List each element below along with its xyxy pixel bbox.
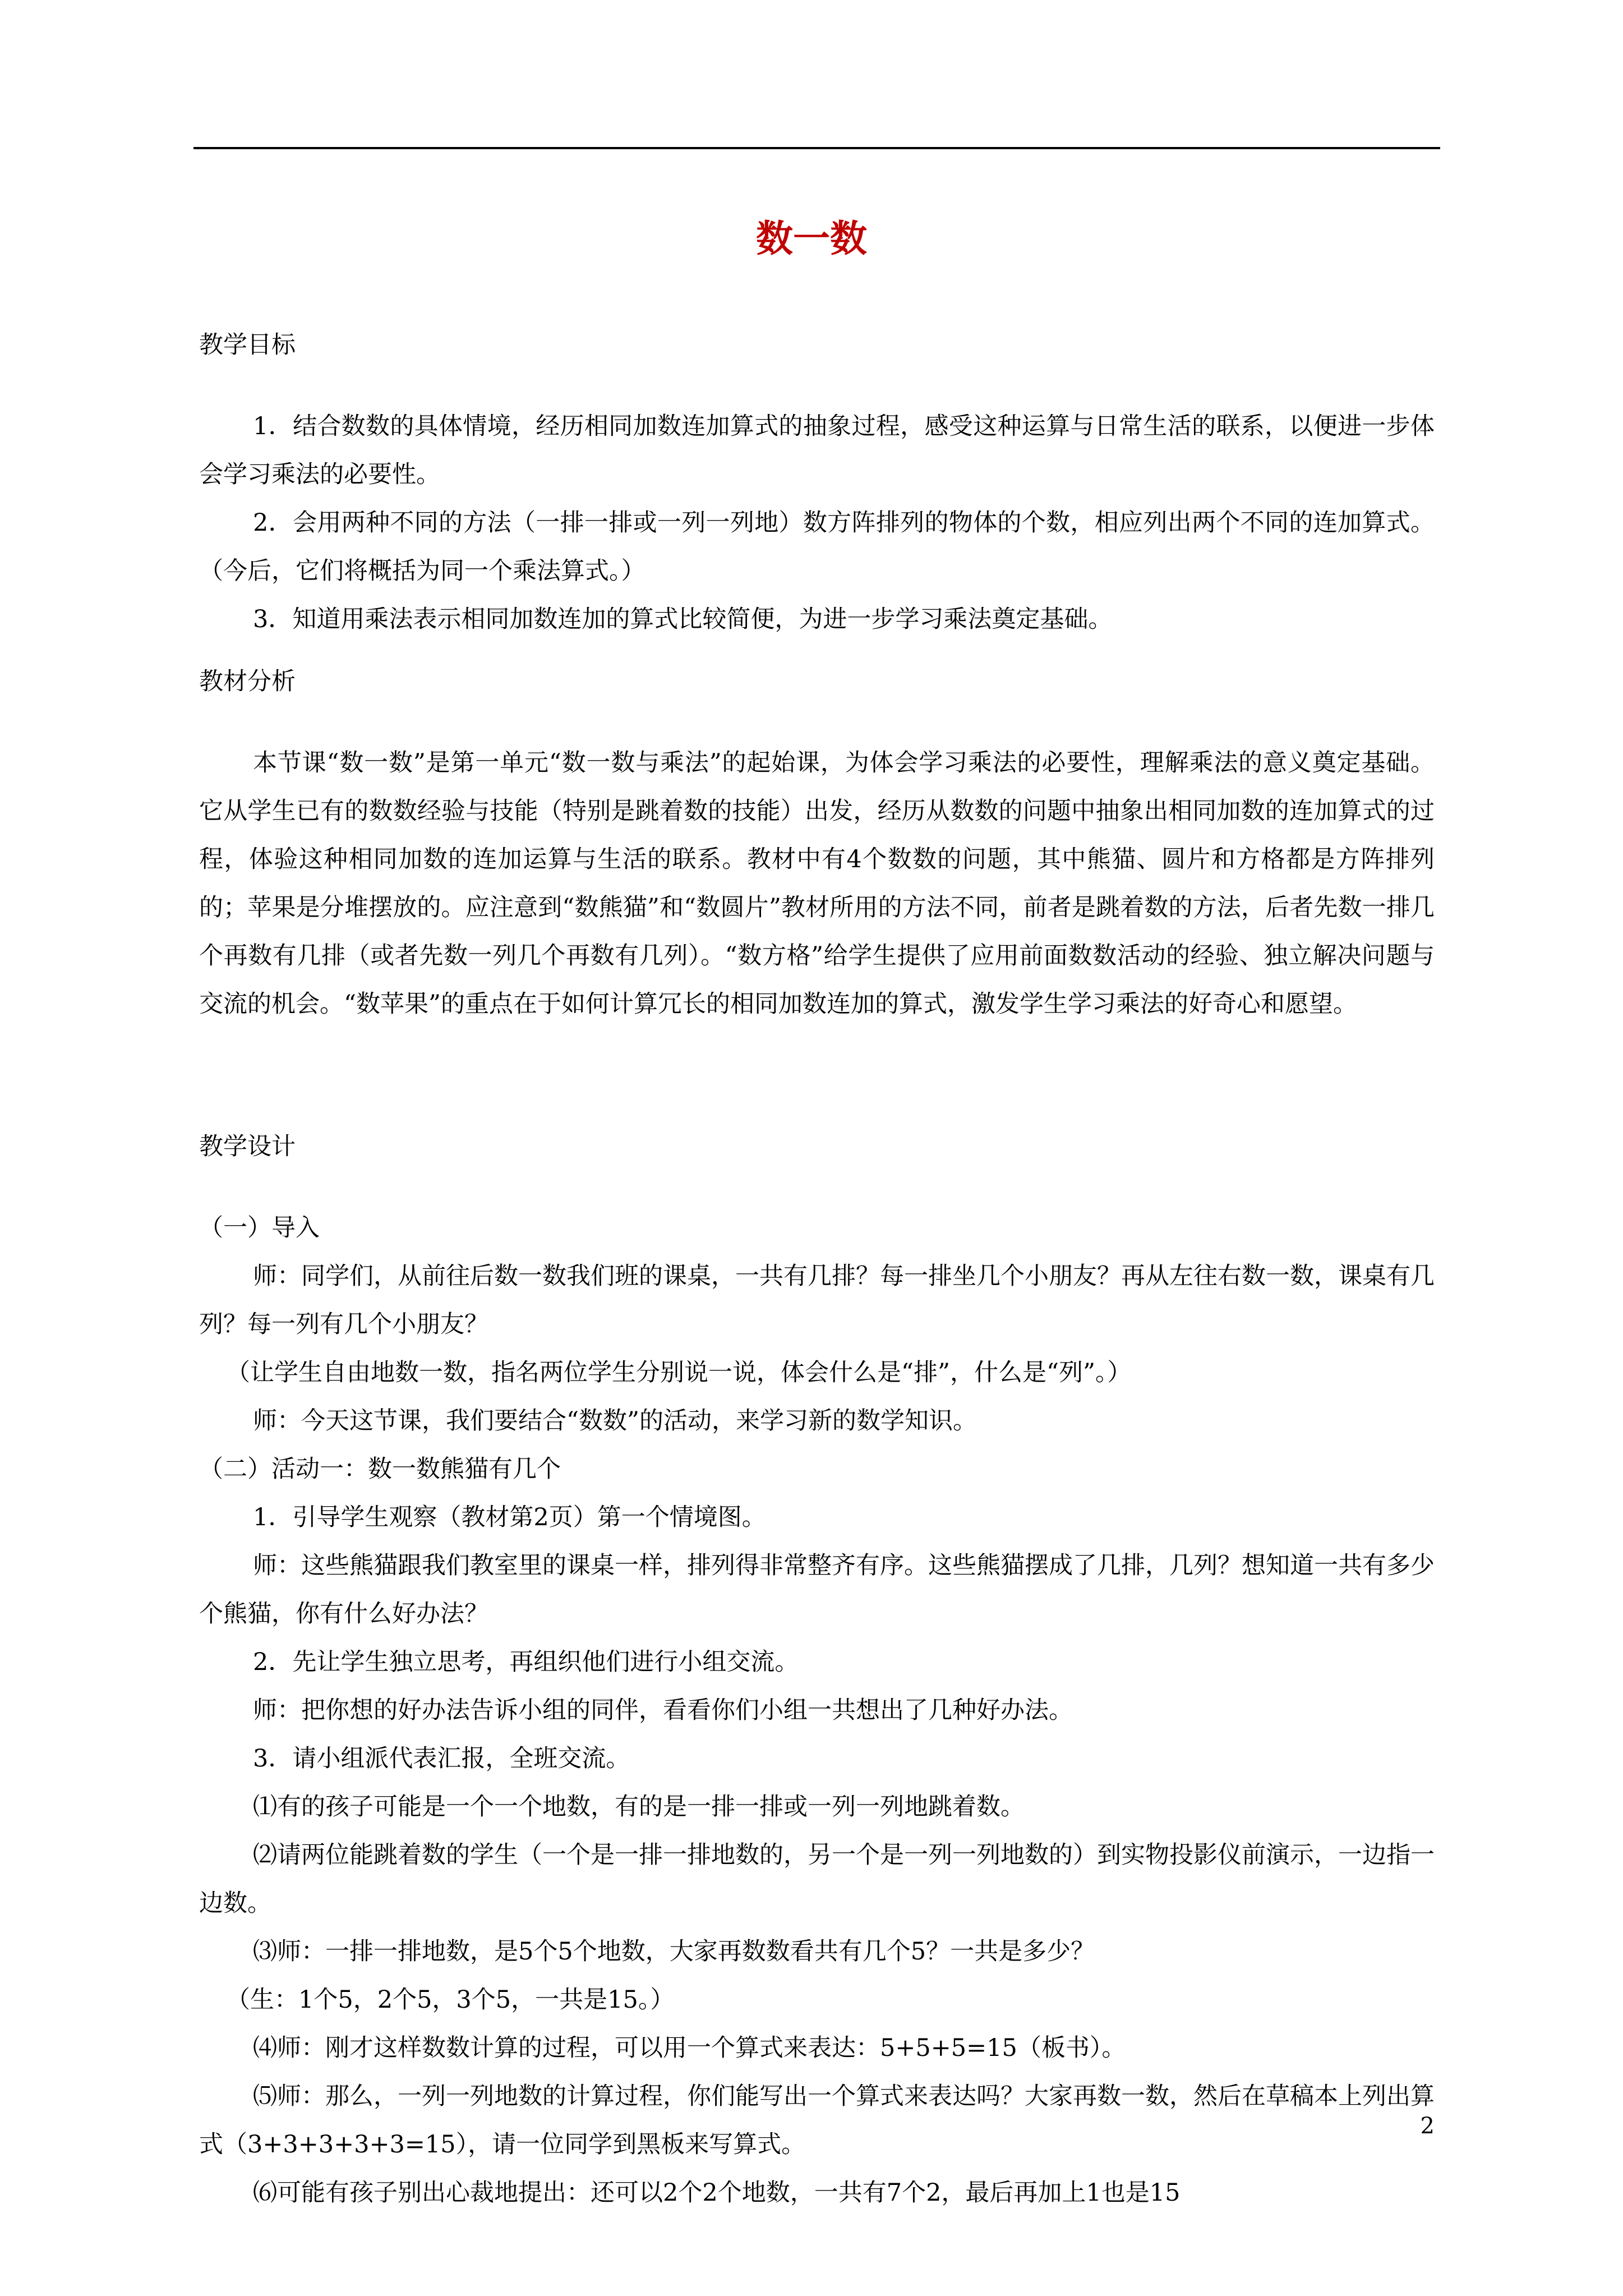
sub-step-3-answer: （生：1个5，2个5，3个5，一共是15。） (226, 1986, 675, 2014)
part2-heading: （二）活动一：数一数熊猫有几个 (199, 1455, 561, 1483)
objective-item-2: 2．会用两种不同的方法（一排一排或一列一列地）数方阵排列的物体的个数，相应列出两个不同的连加算式。（今后，它们将概括为同一个乘法算式。） (199, 509, 1435, 585)
objective-item-1: 1．结合数数的具体情境，经历相同加数连加算式的抽象过程，感受这种运算与日常生活的联系，以便进一步体会学习乘法的必要性。 (199, 412, 1435, 489)
design-heading: 教学设计 (199, 1133, 296, 1161)
analysis-heading: 教材分析 (199, 668, 296, 696)
sub-step-1: ⑴有的孩子可能是一个一个地数，有的是一排一排或一列一列地跳着数。 (253, 1793, 1025, 1821)
objective-item-3: 3．知道用乘法表示相同加数连加的算式比较简便，为进一步学习乘法奠定基础。 (253, 605, 1113, 633)
part1-heading: （一）导入 (199, 1214, 320, 1242)
sub-step-5: ⑸师：那么，一列一列地数的计算过程，你们能写出一个算式来表达吗？大家再数一数，然后在草稿本上列出算式（3+3+3+3+3=15），请一位同学到黑板来写算式。 (199, 2082, 1435, 2159)
part1-teacher-question: 师：同学们，从前往后数一数我们班的课桌，一共有几排？每一排坐几个小朋友？再从左往右数一数，课桌有几列？每一列有几个小朋友？ (199, 1262, 1435, 1338)
step-3: 3．请小组派代表汇报，全班交流。 (253, 1745, 630, 1773)
part1-teacher-intro: 师：今天这节课，我们要结合“数数”的活动，来学习新的数学知识。 (253, 1407, 977, 1435)
sub-step-2: ⑵请两位能跳着数的学生（一个是一排一排地数的，另一个是一列一列地数的）到实物投影仪前演示，一边指一边数。 (199, 1841, 1435, 1917)
part1-student-activity: （让学生自由地数一数，指名两位学生分别说一说，体会什么是“排”，什么是“列”。） (226, 1359, 1132, 1387)
step-1-teacher: 师：这些熊猫跟我们教室里的课桌一样，排列得非常整齐有序。这些熊猫摆成了几排，几列？想知道一共有多少个熊猫，你有什么好办法？ (199, 1552, 1435, 1628)
objectives-heading: 教学目标 (199, 331, 296, 359)
step-2-teacher: 师：把你想的好办法告诉小组的同伴，看看你们小组一共想出了几种好办法。 (253, 1696, 1073, 1724)
sub-step-4: ⑷师：刚才这样数数计算的过程，可以用一个算式来表达：5+5+5=15（板书）。 (253, 2034, 1126, 2062)
header-rule (193, 147, 1440, 149)
sub-step-6: ⑹可能有孩子别出心裁地提出：还可以2个2个地数，一共有7个2，最后再加上1也是15 (253, 2179, 1181, 2207)
step-2: 2．先让学生独立思考，再组织他们进行小组交流。 (253, 1648, 799, 1676)
sub-step-3: ⑶师：一排一排地数，是5个5个地数，大家再数数看共有几个5？一共是多少？ (253, 1938, 1095, 1966)
analysis-paragraph: 本节课“数一数”是第一单元“数一数与乘法”的起始课，为体会学习乘法的必要性，理解乘法的意义奠定基础。它从学生已有的数数经验与技能（特别是跳着数的技能）出发，经历从数数的问题中抽象出相同加数的连加算式的过程，体验这种相同加数的连加运算与生活的联系。教材中有4个数数的问题，其中熊猫、圆片和方格都是方阵排列的；苹果是分堆摆放的。应注意到“数熊猫”和“数圆片”教材所用的方法不同，前者是跳着数的方法，后者先数一排几个再数有几排（或者先数一列几个再数有几列）。“数方格”给学生提供了应用前面数数活动的经验、独立解决问题与交流的机会。“数苹果”的重点在于如何计算冗长的相同加数连加的算式，激发学生学习乘法的好奇心和愿望。 (199, 749, 1435, 1018)
page-title: 数一数 (756, 217, 867, 260)
step-1: 1．引导学生观察（教材第2页）第一个情境图。 (253, 1503, 766, 1531)
page-number: 2 (1420, 2113, 1435, 2139)
